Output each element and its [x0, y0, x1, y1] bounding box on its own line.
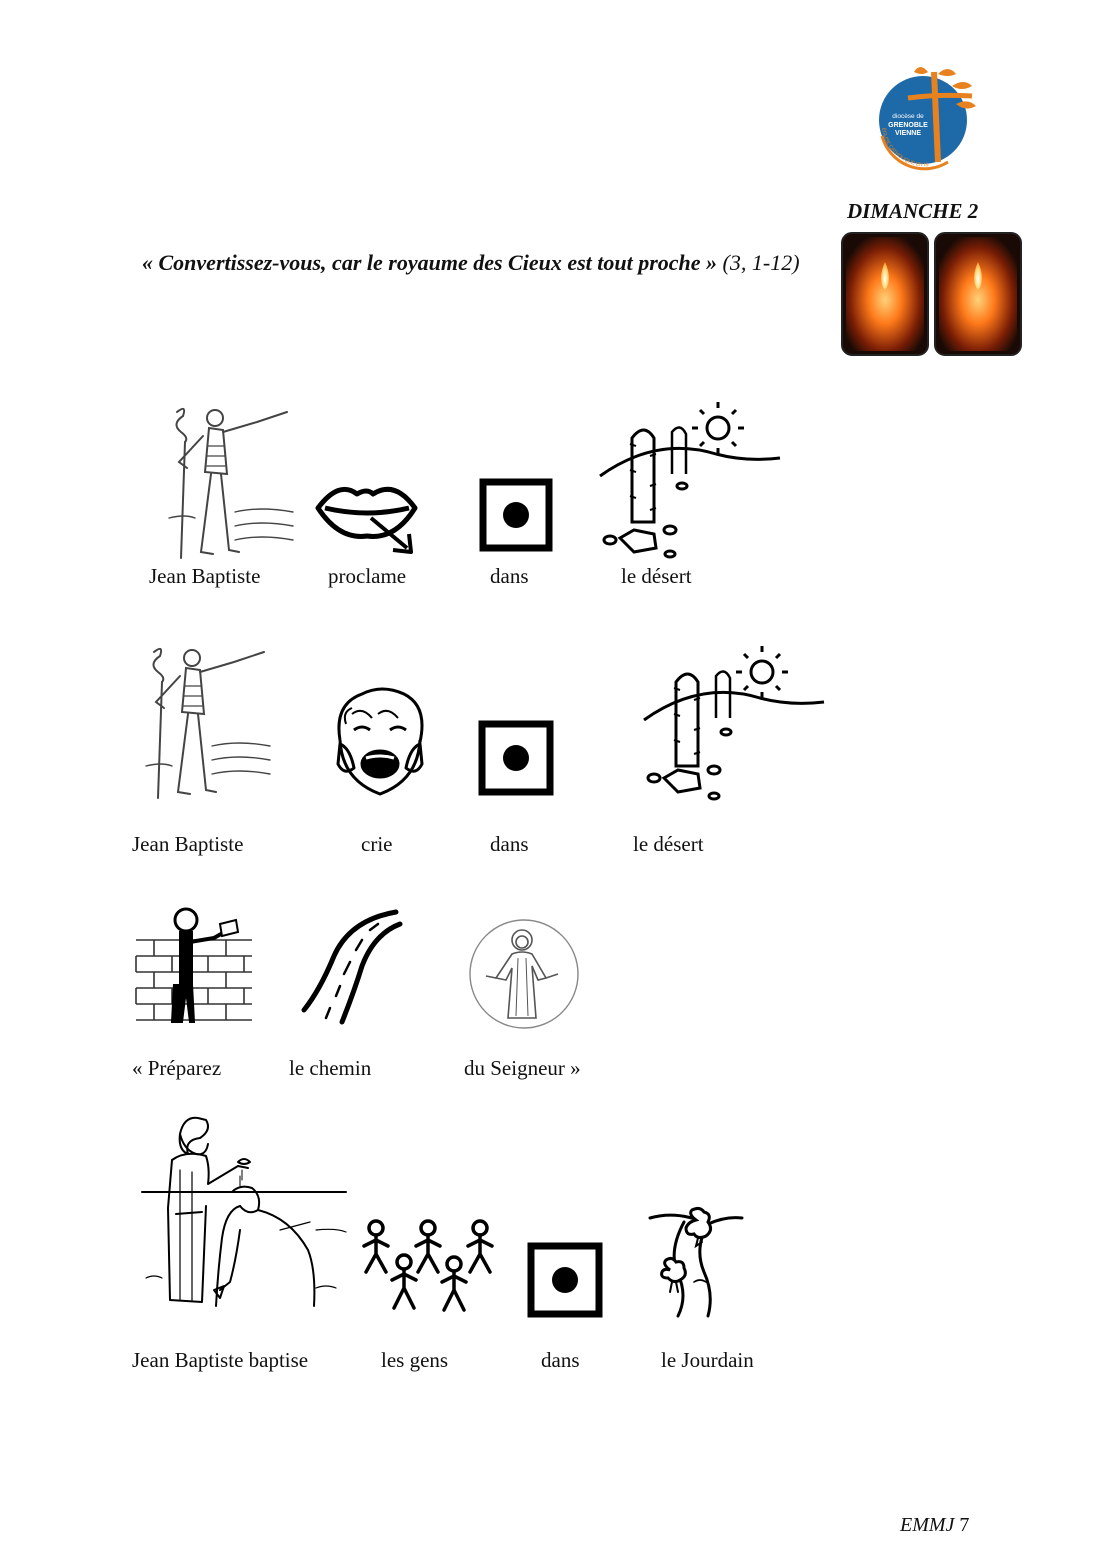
- builder-wall-icon: [134, 906, 254, 1026]
- desert-icon: [640, 646, 826, 804]
- people-group-icon: [360, 1218, 498, 1316]
- quote-text: « Convertissez-vous, car le royaume des Cieux est tout proche »: [142, 250, 718, 275]
- row2-label-crie: crie: [361, 832, 393, 856]
- baptism-icon: [140, 1110, 350, 1314]
- row2-label-le-desert: le désert: [633, 832, 704, 856]
- row1-label-proclame: proclame: [328, 564, 407, 588]
- row3-label-preparez: « Préparez: [132, 1056, 222, 1080]
- road-icon: [300, 910, 404, 1026]
- inside-square-icon: [527, 1242, 603, 1318]
- page-title: DIMANCHE 2: [847, 199, 979, 223]
- logo-line-2: GRENOBLE: [888, 122, 928, 129]
- shouting-face-icon: [332, 684, 428, 798]
- row1-label-jean-baptiste: Jean Baptiste: [149, 564, 261, 588]
- logo-line-3: VIENNE: [894, 130, 922, 137]
- diocese-logo: [866, 62, 980, 170]
- row2-label-dans: dans: [490, 832, 529, 856]
- logo-line-1: diocèse de: [892, 113, 924, 120]
- person-figure: [364, 1221, 388, 1272]
- lips-speaking-icon: [315, 474, 421, 564]
- john-baptist-icon: [142, 642, 272, 802]
- candle-icon: [935, 233, 1021, 355]
- lord-jesus-icon: [466, 918, 582, 1030]
- row2-label-jean-baptiste: Jean Baptiste: [132, 832, 244, 856]
- row4-label-dans: dans: [541, 1348, 580, 1372]
- desert-icon: [596, 402, 782, 560]
- row1-label-dans: dans: [490, 564, 529, 588]
- gospel-quote: [142, 250, 800, 276]
- row4-label-les-gens: les gens: [381, 1348, 449, 1372]
- inside-square-icon: [478, 720, 554, 796]
- inside-square-icon: [479, 478, 553, 552]
- person-figure: [416, 1221, 440, 1272]
- river-jordan-icon: [648, 1212, 744, 1318]
- page-number: 7: [959, 1514, 970, 1536]
- row4-label-le-jourdain: le Jourdain: [661, 1348, 754, 1372]
- footer-initials: EMMJ: [900, 1514, 955, 1536]
- row4-label-jean-baptiste-baptise: Jean Baptiste baptise: [132, 1348, 309, 1372]
- candle-icon: [842, 233, 928, 355]
- page-footer: [900, 1514, 969, 1537]
- row3-label-du-seigneur: du Seigneur »: [464, 1056, 581, 1080]
- logo-ring-text: ÉGLISE CATHOLIQUE EN ISÈRE: [866, 62, 929, 169]
- person-figure: [468, 1221, 492, 1272]
- person-figure: [442, 1257, 466, 1310]
- candles-image: [841, 232, 1023, 356]
- row1-label-le-desert: le désert: [621, 564, 692, 588]
- quote-reference: (3, 1-12): [722, 250, 800, 275]
- row3-label-le-chemin: le chemin: [289, 1056, 372, 1080]
- person-figure: [392, 1255, 416, 1308]
- john-baptist-icon: [165, 402, 295, 562]
